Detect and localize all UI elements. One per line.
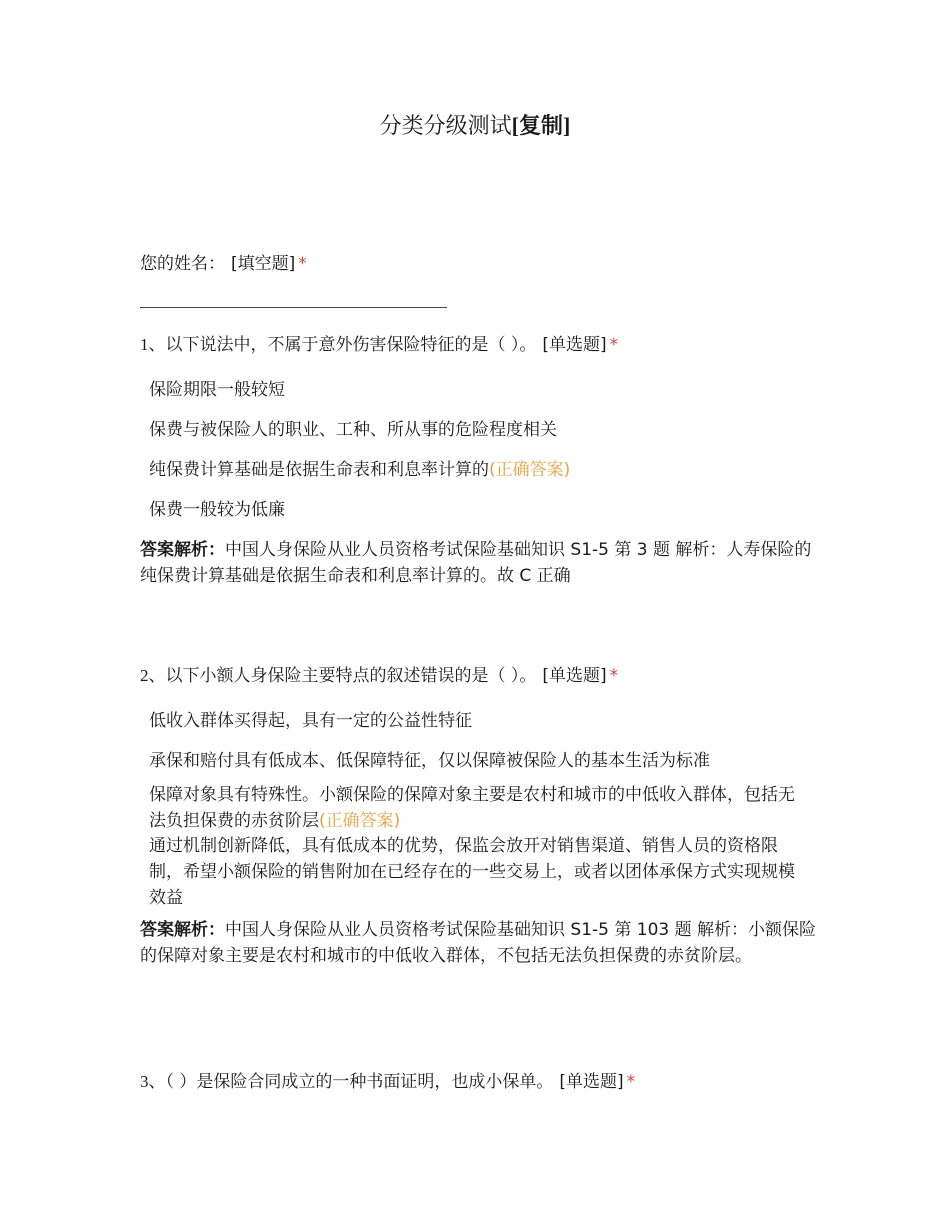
question-text: 以下说法中，不属于意外伤害保险特征的是（ ）。 — [165, 335, 537, 355]
q1-option-c[interactable] — [149, 457, 819, 483]
q2-option-d[interactable] — [149, 833, 809, 911]
q2-option-b[interactable] — [149, 748, 819, 774]
name-label: 您的姓名： — [140, 254, 225, 274]
question-number: 3、 — [140, 1072, 166, 1091]
q2-option-c[interactable] — [149, 782, 809, 834]
question-number: 1、 — [140, 335, 166, 354]
analysis-label: 答案解析： — [140, 920, 225, 940]
q1-analysis — [140, 537, 820, 589]
question-1-title — [140, 333, 618, 357]
required-mark: * — [609, 335, 619, 355]
required-mark: * — [626, 1072, 636, 1092]
correct-answer-mark: (正确答案) — [489, 460, 571, 480]
option-text: 通过机制创新降低，具有低成本的优势，保监会放开对销售渠道、销售人员的资格限制，希望小额保险的销售附加在已经存在的一些交易上，或者以团体承保方式实现规模效益 — [149, 836, 795, 908]
required-mark: * — [298, 254, 307, 274]
analysis-text: 中国人身保险从业人员资格考试保险基础知识 S1-5 第 103 题 解析：小额保险的保障对象主要是农村和城市的中低收入群体，不包括无法负担保费的赤贫阶层。 — [140, 920, 817, 966]
option-text: 保费与被保险人的职业、工种、所从事的危险程度相关 — [149, 420, 557, 440]
question-type-tag: [单选题] — [559, 1072, 624, 1092]
option-text: 低收入群体买得起，具有一定的公益性特征 — [149, 711, 472, 731]
question-type-tag: [单选题] — [542, 335, 607, 355]
name-input-line[interactable] — [140, 307, 447, 308]
question-type-tag: [单选题] — [542, 666, 607, 686]
q2-analysis — [140, 917, 820, 969]
option-text: 保险期限一般较短 — [149, 380, 285, 400]
required-mark: * — [609, 666, 619, 686]
q1-option-a[interactable] — [149, 377, 819, 403]
question-number: 2、 — [140, 666, 166, 685]
q2-option-a[interactable] — [149, 708, 819, 734]
title-suffix: [复制] — [511, 113, 571, 138]
question-text: （ ）是保险合同成立的一种书面证明，也成小保单。 — [165, 1072, 554, 1092]
name-type-tag: [填空题] — [231, 254, 296, 274]
option-text: 保障对象具有特殊性。小额保险的保障对象主要是农村和城市的中低收入群体，包括无法负担保费的赤贫阶层 — [149, 785, 795, 831]
title-main: 分类分级测试 — [379, 113, 512, 138]
analysis-text: 中国人身保险从业人员资格考试保险基础知识 S1-5 第 3 题 解析：人寿保险的纯保费计算基础是依据生命表和利息率计算的。故 C 正确 — [140, 540, 812, 586]
correct-answer-mark: (正确答案) — [319, 811, 401, 831]
q1-option-d[interactable] — [149, 497, 819, 523]
option-text: 保费一般较为低廉 — [149, 500, 285, 520]
question-2-title — [140, 664, 618, 688]
q1-option-b[interactable] — [149, 417, 819, 443]
name-question — [140, 252, 307, 276]
option-text: 承保和赔付具有低成本、低保障特征，仅以保障被保险人的基本生活为标准 — [149, 751, 710, 771]
analysis-label: 答案解析： — [140, 540, 225, 560]
question-3-title — [140, 1070, 635, 1094]
question-text: 以下小额人身保险主要特点的叙述错误的是（ ）。 — [165, 666, 537, 686]
option-text: 纯保费计算基础是依据生命表和利息率计算的 — [149, 460, 489, 480]
page-title — [0, 110, 950, 142]
